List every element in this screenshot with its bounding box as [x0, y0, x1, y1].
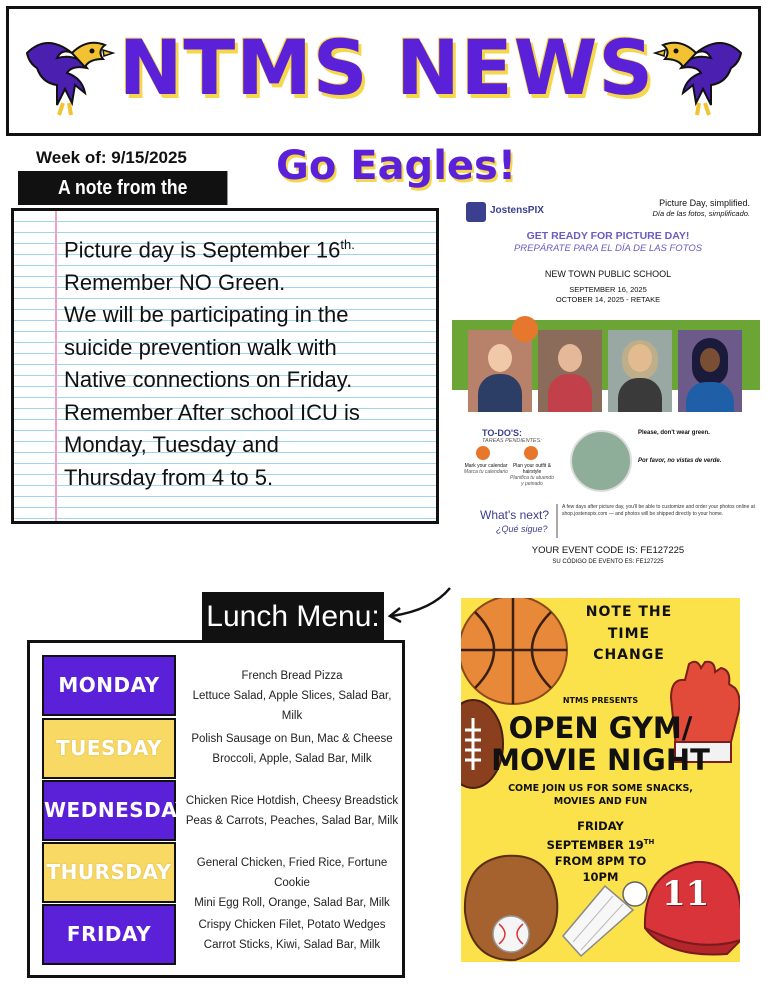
go-eagles-tagline: Go Eagles!	[276, 143, 517, 189]
note-line: Picture day is September $16^{th.}$	[64, 237, 355, 263]
principal-note-text	[64, 229, 434, 494]
curved-arrow-icon	[382, 584, 454, 624]
flyer-headline-en: GET READY FOR PICTURE DAY!	[526, 230, 690, 242]
flyer-green-en: Please, don't wear green.	[638, 430, 710, 436]
flyer-date-2: OCTOBER 14, 2025 - RETAKE	[555, 295, 661, 304]
eagle-mascot-right-icon	[651, 23, 751, 123]
flyer-date-1: SEPTEMBER 16, 2025	[569, 285, 647, 294]
poster-presents: NTMS PRESENTS	[562, 696, 639, 705]
green-screen-photo	[570, 430, 632, 492]
poster-title: OPEN GYM/ MOVIE NIGHT	[491, 711, 710, 777]
shuttlecock-icon	[553, 876, 649, 962]
flyer-todo-es: TAREAS PENDIENTES:	[482, 438, 542, 444]
day-friday: FRIDAY	[42, 904, 176, 965]
flyer-badge-icon	[512, 316, 538, 342]
menu-monday: French Bread Pizza Lettuce Salad, Apple Slices, Salad Bar, Milk	[192, 670, 392, 722]
note-line: Monday, Tuesday and	[64, 432, 279, 458]
flyer-school-name: NEW TOWN PUBLIC SCHOOL	[544, 269, 672, 279]
note-line: suicide prevention walk with	[64, 334, 337, 360]
flyer-simplified-es: Día de las fotos, simplificado.	[652, 209, 750, 218]
jersey-number: 11	[662, 874, 710, 914]
flyer-next-en: What's next?	[480, 508, 549, 522]
open-gym-poster	[461, 598, 740, 962]
day-thursday: THURSDAY	[42, 842, 176, 903]
lunch-menu-label: Lunch Menu:	[202, 592, 384, 642]
menu-friday: Crispy Chicken Filet, Potato Wedges Carrot Sticks, Kiwi, Salad Bar, Milk	[198, 919, 386, 951]
note-line: Native connections on Friday.	[64, 367, 353, 393]
student-photo-4	[678, 330, 742, 412]
calendar-icon	[476, 446, 490, 460]
poster-join: COME JOIN US FOR SOME SNACKS, MOVIES AND FUN	[508, 783, 693, 807]
lunch-menu-box	[27, 640, 405, 978]
day-wednesday: WEDNESDAY	[42, 780, 176, 841]
note-line: We will be participating in the	[64, 302, 349, 328]
note-line: Remember After school ICU is	[64, 399, 360, 425]
poster-datetime: FRIDAY SEPTEMBER 19TH FROM 8PM TO 10PM	[546, 819, 655, 884]
newsletter-title: NTMS NEWS	[118, 23, 655, 112]
flyer-next-text: A few days after picture day, you'll be able to customize and order your photos online at shop.jostenspix.com — and photos will be shipped directly to your home.	[562, 504, 755, 517]
flyer-brand: JostensPIX	[490, 205, 544, 216]
note-line: Thursday from 4 to 5.	[64, 464, 274, 490]
note-line: Remember NO Green.	[64, 269, 286, 295]
outfit-icon	[524, 446, 538, 460]
flyer-simplified-en: Picture Day, simplified.	[659, 198, 750, 208]
menu-thursday: General Chicken, Fried Rice, Fortune Cookie Mini Egg Roll, Orange, Salad Bar, Milk	[194, 857, 390, 909]
jostens-logo-icon	[466, 202, 486, 222]
menu-wednesday: Chicken Rice Hotdish, Cheesy Breadstick Peas & Carrots, Peaches, Salad Bar, Milk	[185, 795, 399, 827]
flyer-divider	[556, 504, 558, 538]
flyer-todo-2: Plan your outfit & hairstyle Planifica tu atuendo y peinado	[510, 463, 554, 487]
flyer-next-es: ¿Qué sigue?	[496, 524, 548, 534]
student-photo-2	[538, 330, 602, 412]
flyer-headline-es: PREPÁRATE PARA EL DÍA DE LAS FOTOS	[513, 243, 703, 254]
flyer-todo-en: TO-DO'S:	[482, 428, 522, 438]
flyer-green-es: Por favor, no vistas de verde.	[638, 458, 722, 464]
week-of-date: Week of: 9/15/2025	[36, 148, 187, 167]
flyer-event-code-en: YOUR EVENT CODE IS: FE127225	[531, 545, 685, 556]
notebook-margin-line	[55, 211, 57, 521]
student-photo-1	[468, 330, 532, 412]
header-banner	[6, 6, 761, 136]
principal-note-label: A note from the	[18, 171, 227, 205]
poster-note: NOTE THE TIME CHANGE	[585, 604, 673, 663]
student-photo-3	[608, 330, 672, 412]
principal-note-notebook	[11, 208, 439, 524]
menu-tuesday: Polish Sausage on Bun, Mac & Cheese Broccoli, Apple, Salad Bar, Milk	[191, 733, 393, 765]
picture-day-flyer	[452, 190, 764, 576]
flyer-todo-1: Mark your calendar Marca tu calendario	[464, 463, 508, 475]
flyer-event-code-es: SU CÓDIGO DE EVENTO ES: FE127225	[552, 559, 664, 565]
day-monday: MONDAY	[42, 655, 176, 716]
day-tuesday: TUESDAY	[42, 718, 176, 779]
